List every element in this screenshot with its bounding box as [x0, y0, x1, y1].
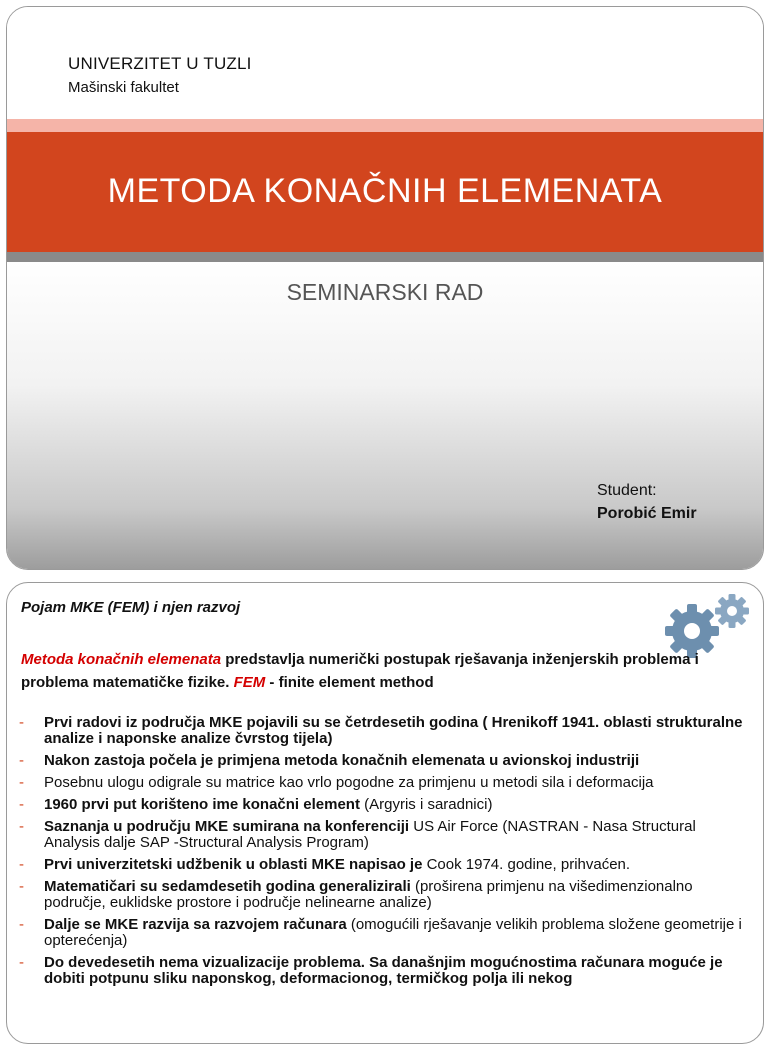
item-bold-text: Do devedesetih nema vizualizacije problema. Sa današnjim mogućnostima računara moguće je dobiti potpunu sliku naponskog, deformacionog, termičkog polja ili nekog: [44, 954, 723, 987]
list-item: [17, 775, 747, 791]
slide-subtitle: SEMINARSKI RAD: [286, 279, 484, 305]
item-bold-text: Nakon zastoja počela je primjena metoda konačnih elemenata u avionskoj industriji: [44, 752, 640, 769]
list-item: [17, 819, 747, 851]
bullet-dash: -: [19, 916, 24, 933]
history-list: [17, 715, 747, 993]
bullet-dash: -: [19, 954, 24, 971]
list-item: [17, 917, 747, 949]
bullet-dash: -: [19, 774, 24, 791]
slide-heading: Pojam MKE (FEM) i njen razvoj: [21, 599, 241, 616]
title-slide: [6, 6, 764, 570]
bullet-dash: -: [19, 752, 24, 769]
item-text: Posebnu ulogu odigrale su matrice kao vrlo pogodne za primjenu u metodi sila i deformacija: [44, 774, 654, 791]
intro-text-1: predstavlja numerički postupak rješavanja inženjerskih problema i problema matematičke fizike.: [21, 651, 699, 691]
bullet-dash: -: [19, 818, 24, 835]
bullet-dash: -: [19, 856, 24, 873]
list-item: [17, 715, 747, 747]
slide-title: METODA KONAČNIH ELEMENATA: [107, 172, 663, 210]
list-item: [17, 879, 747, 911]
item-bold-text: Prvi univerzitetski udžbenik u oblasti MKE napisao je: [44, 856, 427, 873]
list-item: [17, 955, 747, 987]
list-item: [17, 753, 747, 769]
intro-fem: FEM: [233, 674, 266, 691]
item-bold-text: Matematičari su sedamdesetih godina generalizirali: [44, 878, 415, 895]
intro-term: Metoda konačnih elemenata: [21, 651, 222, 668]
item-text: US Air Force (NASTRAN - Nasa Structural Analysis dalje SAP -Structural Analysis Program): [44, 818, 696, 851]
intro-paragraph: [21, 648, 741, 694]
intro-text-2: - finite element method: [265, 674, 434, 691]
item-text: (omogućili rješavanje velikih problema složene geometrije i opterećenja): [44, 916, 742, 949]
item-text: Cook 1974. godine, prihvaćen.: [426, 856, 631, 873]
list-item: [17, 797, 747, 813]
student-label: Student:: [597, 482, 657, 499]
bullet-dash: -: [19, 878, 24, 895]
item-bold-text: Dalje se MKE razvija sa razvojem računara: [44, 916, 351, 933]
item-bold-text: Saznanja u području MKE sumirana na konferenciji: [44, 818, 414, 835]
item-bold-text: 1960 prvi put korišteno ime konačni element: [44, 796, 365, 813]
content-slide: [6, 582, 764, 1044]
bullet-dash: -: [19, 796, 24, 813]
list-item: [17, 857, 747, 873]
item-bold-text: Prvi radovi iz područja MKE pojavili su se četrdesetih godina ( Hrenikoff 1941. oblasti strukturalne analize i naponske analize čvrstog tijela): [44, 714, 743, 747]
accent-band-grey: [7, 252, 763, 262]
faculty-name: Mašinski fakultet: [68, 79, 179, 96]
item-text: (Argyris i saradnici): [364, 796, 493, 813]
item-text: (proširena primjenu na višedimenzionalno područje, euklidske prostore i područje nelinearne analize): [44, 878, 693, 911]
student-name: Porobić Emir: [597, 505, 697, 522]
accent-band-light: [7, 119, 763, 132]
university-name: UNIVERZITET U TUZLI: [68, 54, 252, 73]
bullet-dash: -: [19, 714, 24, 731]
